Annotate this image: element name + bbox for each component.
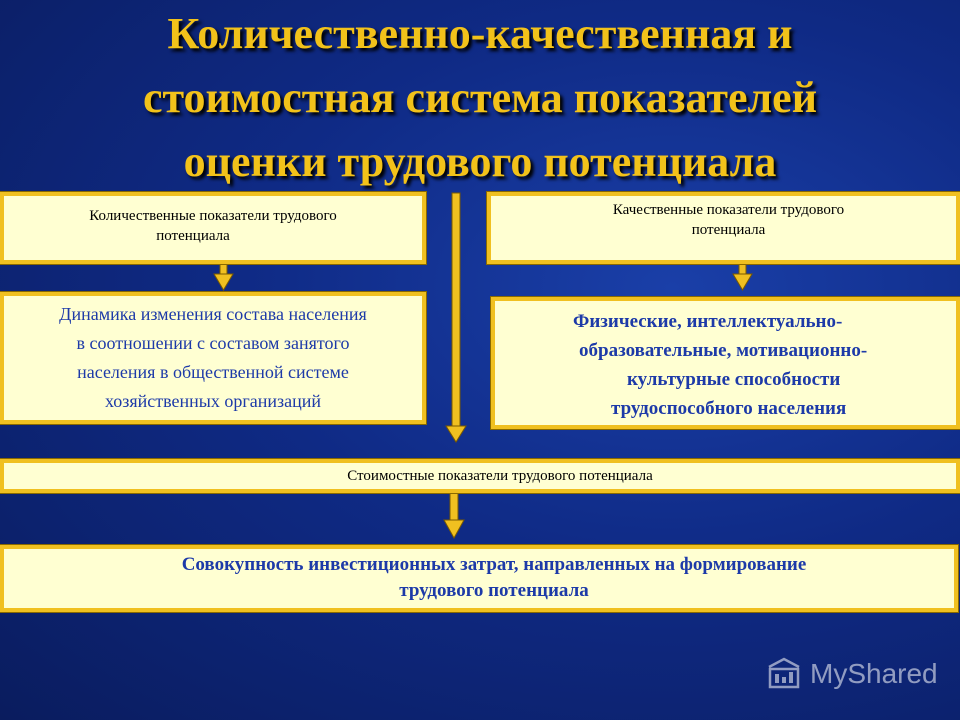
cost-detail-line-1: Совокупность инвестиционных затрат, направленных на формирование <box>181 554 807 575</box>
cost-indicators-label: Стоимостные показатели трудового потенциала <box>347 468 653 484</box>
quantitative-detail-box <box>0 292 426 424</box>
central-arrow <box>446 193 466 442</box>
title-line-3: оценки трудового потенциала <box>183 137 777 186</box>
quantitative-detail-line-3: населения в общественной системе <box>77 362 349 382</box>
left-arrow <box>214 264 233 290</box>
myshared-logo-icon <box>766 657 802 691</box>
cost-indicators-box <box>0 459 960 493</box>
qualitative-indicators-line-2: потенциала <box>691 222 766 238</box>
quantitative-detail-line-1: Динамика изменения состава населения <box>59 304 367 324</box>
myshared-watermark <box>766 654 938 694</box>
cost-detail-box <box>0 545 958 612</box>
quantitative-indicators-line-2: потенциала <box>156 228 230 244</box>
qualitative-detail-line-3: культурные способности <box>627 369 841 390</box>
right-arrow <box>733 264 752 290</box>
qualitative-detail-line-2: образовательные, мотивационно- <box>579 340 868 361</box>
cost-detail-line-2: трудового потенциала <box>399 580 589 601</box>
lower-arrow <box>444 492 464 538</box>
watermark-text: MyShared <box>810 658 938 689</box>
quantitative-indicators-box <box>0 192 426 264</box>
title-line-1: Количественно-качественная и <box>167 9 793 58</box>
qualitative-detail-line-4: трудоспособного населения <box>611 398 847 419</box>
quantitative-indicators-line-1: Количественные показатели трудового <box>89 208 337 224</box>
qualitative-indicators-line-1: Качественные показатели трудового <box>612 202 845 218</box>
quantitative-detail-line-2: в соотношении с составом занятого <box>76 333 350 353</box>
qualitative-indicators-box <box>487 192 960 264</box>
title-line-2: стоимостная система показателей <box>142 73 818 122</box>
qualitative-detail-box <box>491 297 960 429</box>
quantitative-detail-line-4: хозяйственных организаций <box>104 391 322 411</box>
qualitative-detail-line-1: Физические, интеллектуально- <box>573 311 843 332</box>
